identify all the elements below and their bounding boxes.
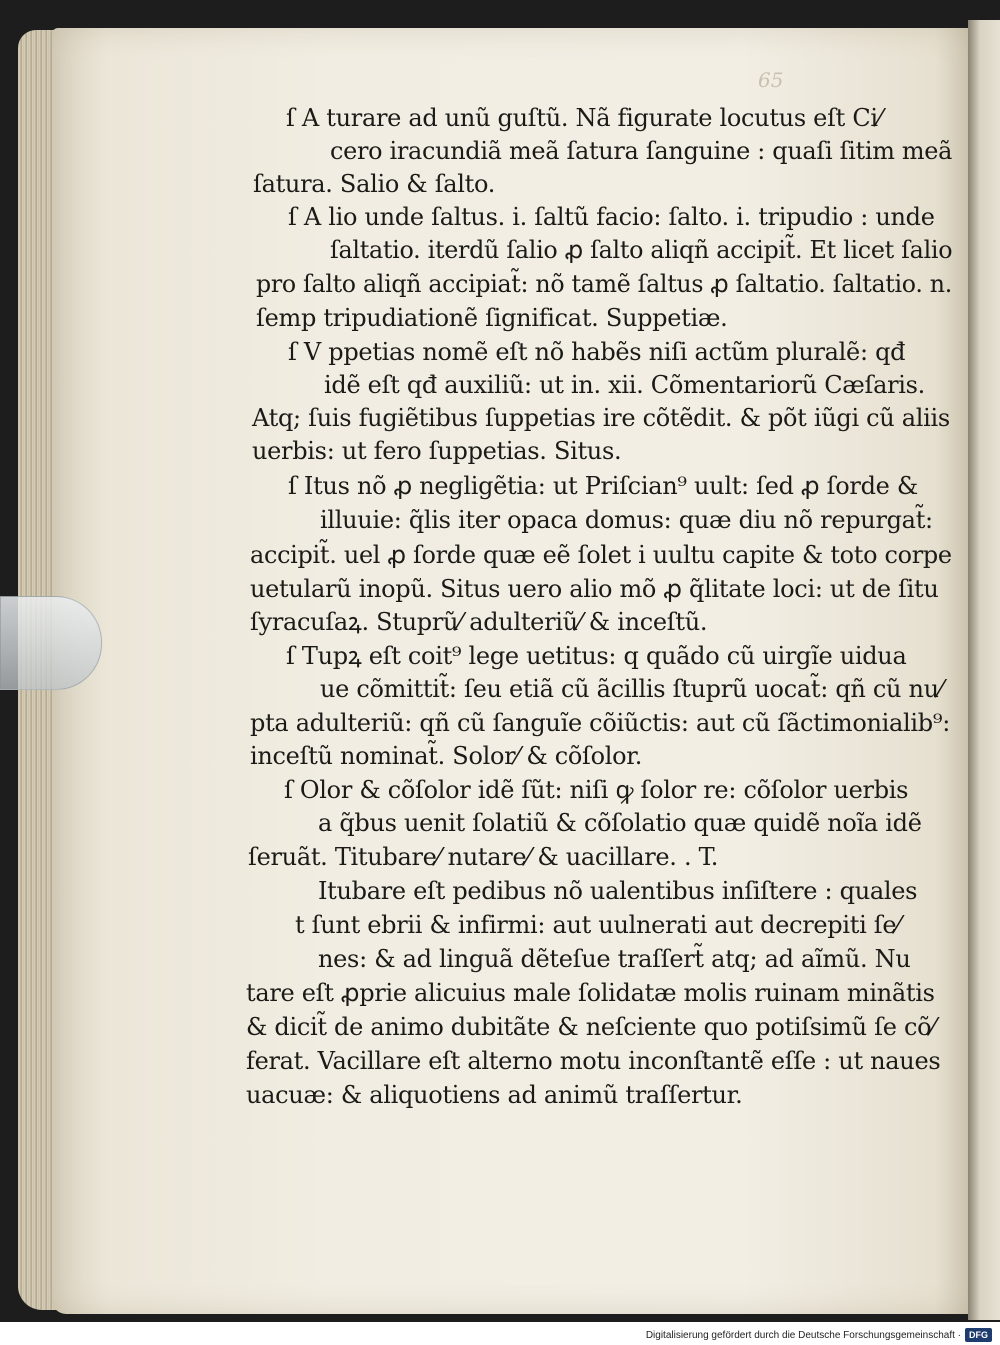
text-line: accipit̃. uel ꝓ ſorde quæ eẽ ſolet i uultu capite & toto corpe	[250, 541, 952, 569]
text-line: ſ Tupꝝ eſt coit⁹ lege uetitus: q quãdo cũ uirgĩe uidua	[286, 642, 907, 670]
text-line: pta adulteriũ: qñ cũ ſanguĩe cõiũctis: aut cũ ſãctimonialib⁹:	[250, 709, 950, 737]
text-line: uacuæ: & aliquotiens ad animũ traſſertur.	[246, 1081, 743, 1109]
text-line: pro ſalto aliqñ accipiat̃: nõ tamẽ ſaltus ꝓ ſaltatio. ſaltatio. n.	[256, 270, 952, 298]
text-line: nes: & ad linguã dẽteſue traſſert̃ atq; ad aĩmũ. Nu	[318, 945, 911, 973]
text-line: ſyracuſaꝝ. Stuprũ⁄ adulteriũ⁄ & inceſtũ.	[250, 608, 708, 636]
text-line: ſ A turare ad unũ guſtũ. Nã figurate locutus eſt Ci⁄	[286, 104, 882, 132]
text-line: ferat. Vacillare eſt alterno motu inconſtantẽ eſſe : ut naues	[246, 1047, 941, 1075]
text-line: illuuie: q̃lis iter opaca domus: quæ diu nõ repurgat̃:	[320, 506, 933, 534]
text-line: & dicit̃ de animo dubitãte & neſciente quo potiſsimũ ſe cõ⁄	[246, 1013, 935, 1041]
dfg-logo: DFG	[965, 1328, 992, 1342]
text-line: ſ V ppetias nomẽ eſt nõ habẽs niſi actũm pluralẽ: qđ	[288, 338, 906, 366]
text-line: Itubare eſt pedibus nõ ualentibus inſiſtere : quales	[318, 877, 918, 905]
folio-number: 65	[758, 68, 784, 92]
text-line: tare eſt ꝓprie alicuius male ſolidatæ molis ruinam minãtis	[246, 979, 935, 1007]
credit-text: Digitalisierung gefördert durch die Deutsche Forschungsgemeinschaft ·	[645, 1329, 961, 1341]
text-line: ſ A lio unde ſaltus. i. ſaltũ facio: ſalto. i. tripudio : unde	[288, 203, 935, 231]
text-line: Atq; ſuis fugiẽtibus ſuppetias ire cõtẽdit. & põt iũgi cũ aliis	[252, 404, 950, 432]
text-line: ſatura. Salio & ſalto.	[253, 170, 496, 198]
text-line: ſemp tripudiationẽ ſignificat. Suppetiæ.	[256, 304, 728, 332]
text-line: ſ Olor & cõſolor idẽ ſũt: niſi ꝙ ſolor re: cõſolor uerbis	[284, 776, 909, 804]
text-line: uerbis: ut fero ſuppetias. Situs.	[252, 437, 622, 465]
text-line: uetularũ inopũ. Situs uero alio mõ ꝓ q̃litate loci: ut de ſitu	[250, 575, 939, 603]
text-line: inceſtũ nominat̃. Solor⁄ & cõſolor.	[250, 742, 643, 770]
text-line: cero iracundiã meã ſatura ſanguine : quaſi ſitim meã	[330, 137, 953, 165]
text-line: a q̃bus uenit ſolatiũ & cõſolatio quæ quidẽ noĩa idẽ	[318, 809, 922, 837]
text-line: ue cõmittit̃: ſeu etiã cũ ãcillis ſtuprũ uocat̃: qñ cũ nu⁄	[320, 675, 943, 703]
text-line: idẽ eſt qđ auxiliũ: ut in. xii. Cõmentariorũ Cæſaris.	[324, 371, 925, 399]
text-line: t ſunt ebrii & infirmi: aut uulnerati aut decrepiti ſe⁄	[295, 911, 900, 939]
text-line: ſ Itus nõ ꝓ negligẽtia: ut Priſcian⁹ uult: ſed ꝓ ſorde &	[288, 472, 918, 500]
text-line: ſaltatio. iterdũ ſalio ꝓ ſalto aliqñ accipit̃. Et licet ſalio	[330, 236, 953, 264]
text-line: ſeruãt. Titubare⁄ nutare⁄ & uacillare. . T.	[248, 843, 719, 871]
digitization-credit	[646, 1328, 992, 1342]
